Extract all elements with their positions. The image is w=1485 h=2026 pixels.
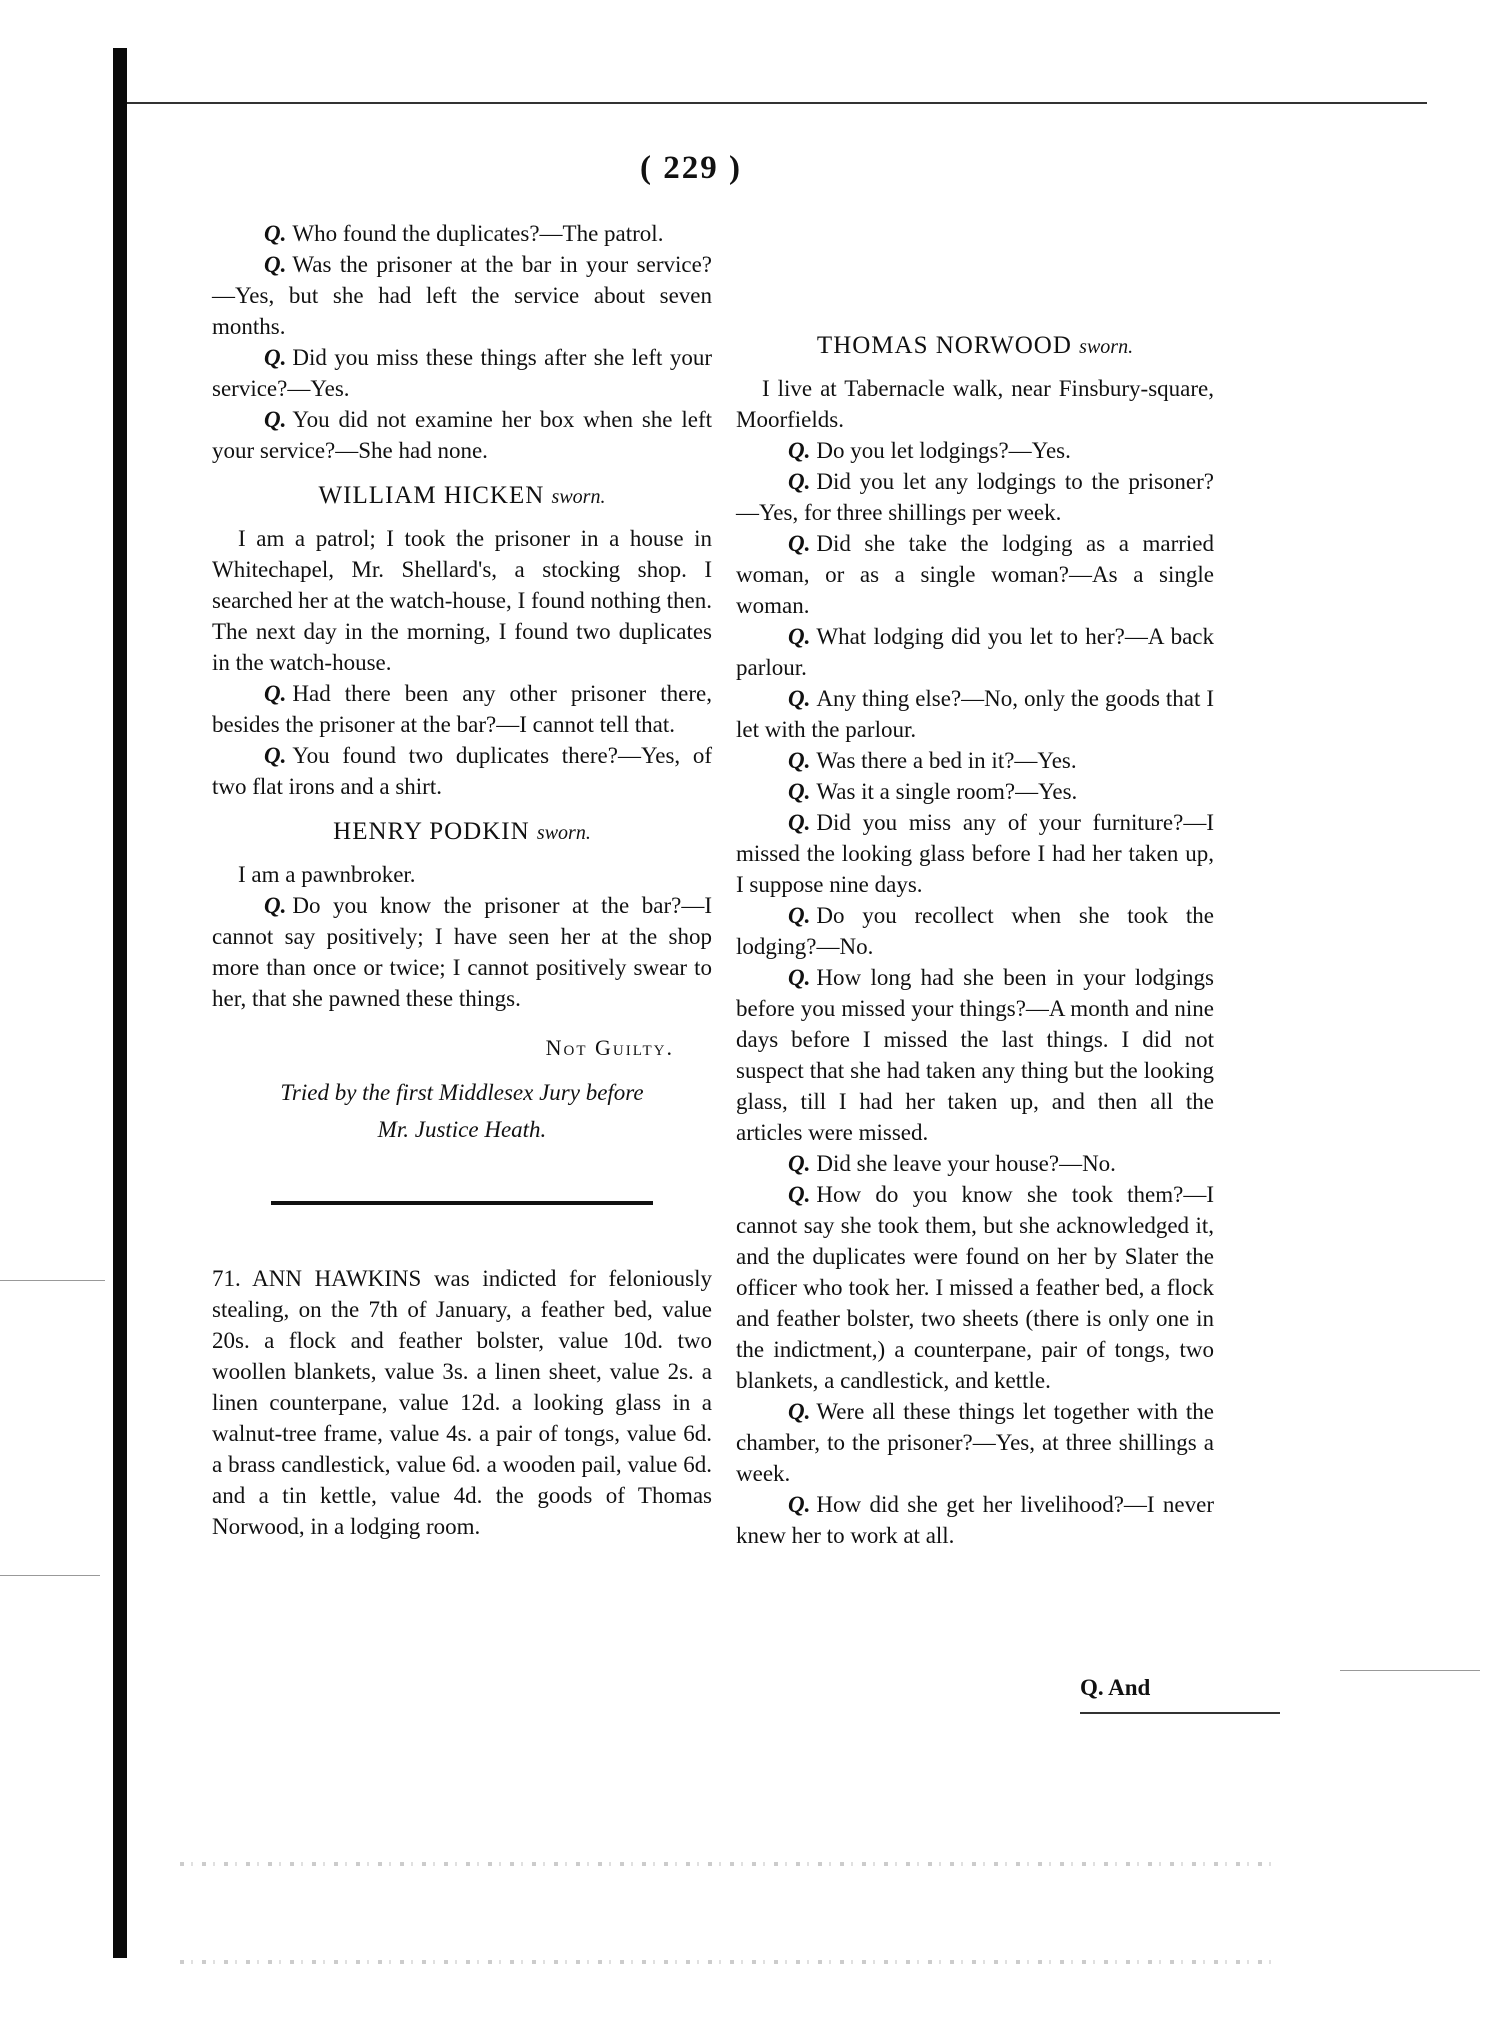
paragraph-text: I am a pawnbroker. (238, 862, 416, 887)
q-marker: Q. (264, 681, 287, 706)
tried-before-line: Tried by the first Middlesex Jury before (280, 1080, 644, 1105)
scan-mark (1340, 1670, 1480, 1671)
question-paragraph (736, 466, 1214, 528)
question-paragraph (212, 678, 712, 740)
q-marker: Q. (264, 893, 287, 918)
q-marker: Q. (788, 624, 811, 649)
sworn-label: sworn. (536, 822, 591, 844)
witness-name: THOMAS NORWOOD (816, 332, 1072, 359)
paragraph-text: What lodging did you let to her?—A back parlour. (736, 624, 1214, 680)
question-paragraph (736, 1396, 1214, 1489)
q-marker: Q. (788, 1182, 811, 1207)
paragraph-text: How long had she been in your lodgings before you missed your things?—A month and nine days before I missed the last things. I did not suspect that she had taken any thing but the looking glass, till I had her taken up, and then all the articles were missed. (736, 965, 1214, 1145)
question-paragraph (212, 890, 712, 1014)
q-marker: Q. (788, 779, 811, 804)
q-marker: Q. (788, 748, 811, 773)
paragraph-text: I live at Tabernacle walk, near Finsbury-square, Moorfields. (736, 376, 1214, 432)
question-paragraph (212, 249, 712, 342)
q-marker: Q. (788, 1151, 811, 1176)
paragraph-text: Do you recollect when she took the lodging?—No. (736, 903, 1214, 959)
paragraph-text: Were all these things let together with the chamber, to the prisoner?—Yes, at three shillings a week. (736, 1399, 1214, 1486)
q-marker: Q. (788, 810, 811, 835)
catchword: Q. And (1080, 1675, 1151, 1700)
paragraph-text: Was it a single room?—Yes. (816, 779, 1078, 804)
question-paragraph (736, 807, 1214, 900)
section-divider (271, 1201, 653, 1205)
sworn-label: sworn. (1079, 336, 1134, 358)
question-paragraph (212, 342, 712, 404)
q-marker: Q. (264, 743, 287, 768)
paragraph-text: Did you miss these things after she left your service?—Yes. (212, 345, 712, 401)
q-marker: Q. (788, 438, 811, 463)
scan-noise (180, 1960, 1280, 1964)
judge-line: Mr. Justice Heath. (377, 1117, 547, 1142)
question-paragraph (736, 1489, 1214, 1551)
question-paragraph (736, 1148, 1214, 1179)
q-marker: Q. (788, 965, 811, 990)
witness-name: HENRY PODKIN (333, 818, 530, 845)
paragraph-text: How do you know she took them?—I cannot say she took them, but she acknowledged it, and the duplicates were found on her by Slater the officer who took her. I missed a feather bed, a flock and feather bolster, two sheets (there is only one in the indictment,) a counterpane, pair of tongs, two blankets, a candlestick, and kettle. (736, 1182, 1214, 1393)
paragraph-text: Do you know the prisoner at the bar?—I cannot say positively; I have seen her at the shop more than once or twice; I cannot positively swear to her, that she pawned these things. (212, 893, 712, 1011)
q-marker: Q. (788, 903, 811, 928)
q-marker: Q. (788, 686, 811, 711)
q-marker: Q. (788, 1399, 811, 1424)
question-paragraph (212, 404, 712, 466)
witness-name: WILLIAM HICKEN (318, 482, 545, 509)
page-edge-rule (127, 102, 1427, 104)
paragraph-text: Who found the duplicates?—The patrol. (292, 221, 664, 246)
indictment-text: 71. ANN HAWKINS was indicted for feloniously stealing, on the 7th of January, a feather bed, value 20s. a flock and feather bolster, value 10d. two woollen blankets, value 3s. a linen sheet, value 2s. a linen counterpane, value 12d. a looking glass in a walnut-tree frame, value 4s. a pair of tongs, value 6d. a brass candlestick, value 6d. a wooden pail, value 6d. and a tin kettle, value 4d. the goods of Thomas Norwood, in a lodging room. (212, 1266, 712, 1539)
question-paragraph (736, 683, 1214, 745)
question-paragraph (736, 776, 1214, 807)
witness-heading (212, 480, 712, 513)
paragraph-text: Did she leave your house?—No. (816, 1151, 1116, 1176)
question-paragraph (736, 962, 1214, 1148)
q-marker: Q. (788, 1492, 811, 1517)
page-number: ( 229 ) (640, 150, 742, 186)
paragraph-text: Do you let lodgings?—Yes. (816, 438, 1071, 463)
verdict: Not Guilty. (545, 1035, 674, 1060)
paragraph-text: Did she take the lodging as a married woman, or as a single woman?—As a single woman. (736, 531, 1214, 618)
question-paragraph (736, 1179, 1214, 1396)
testimony-paragraph (212, 523, 712, 678)
paragraph-text: You found two duplicates there?—Yes, of two flat irons and a shirt. (212, 743, 712, 799)
paragraph-text: I am a patrol; I took the prisoner in a house in Whitechapel, Mr. Shellard's, a stocking shop. I searched her at the watch-house, I found nothing then. The next day in the morning, I found two duplicates in the watch-house. (212, 526, 712, 675)
testimony-paragraph (212, 859, 712, 890)
sworn-label: sworn. (551, 486, 606, 508)
question-paragraph (736, 435, 1214, 466)
question-paragraph (736, 621, 1214, 683)
question-paragraph (212, 740, 712, 802)
question-paragraph (212, 218, 712, 249)
scan-noise (180, 1862, 1280, 1866)
binding-shadow (113, 48, 127, 1958)
question-paragraph (736, 745, 1214, 776)
paragraph-text: How did she get her livelihood?—I never knew her to work at all. (736, 1492, 1214, 1548)
q-marker: Q. (788, 531, 811, 556)
q-marker: Q. (264, 252, 287, 277)
footer-rule (1080, 1712, 1280, 1714)
paragraph-text: You did not examine her box when she left your service?—She had none. (212, 407, 712, 463)
paragraph-text: Did you miss any of your furniture?—I missed the looking glass before I had her taken up, I suppose nine days. (736, 810, 1214, 897)
scan-mark (0, 1280, 105, 1281)
right-column (736, 218, 1214, 1551)
q-marker: Q. (264, 221, 287, 246)
indictment-paragraph (212, 1263, 712, 1542)
witness-heading (212, 816, 712, 849)
paragraph-text: Was there a bed in it?—Yes. (816, 748, 1077, 773)
q-marker: Q. (264, 407, 287, 432)
left-column (212, 218, 712, 1542)
q-marker: Q. (788, 469, 811, 494)
testimony-paragraph (736, 373, 1214, 435)
paragraph-text: Any thing else?—No, only the goods that I let with the parlour. (736, 686, 1214, 742)
question-paragraph (736, 528, 1214, 621)
paragraph-text: Had there been any other prisoner there, besides the prisoner at the bar?—I cannot tell that. (212, 681, 712, 737)
question-paragraph (736, 900, 1214, 962)
q-marker: Q. (264, 345, 287, 370)
witness-heading (736, 330, 1214, 363)
paragraph-text: Was the prisoner at the bar in your service?—Yes, but she had left the service about seven months. (212, 252, 712, 339)
scan-mark (0, 1575, 100, 1576)
paragraph-text: Did you let any lodgings to the prisoner?—Yes, for three shillings per week. (736, 469, 1214, 525)
